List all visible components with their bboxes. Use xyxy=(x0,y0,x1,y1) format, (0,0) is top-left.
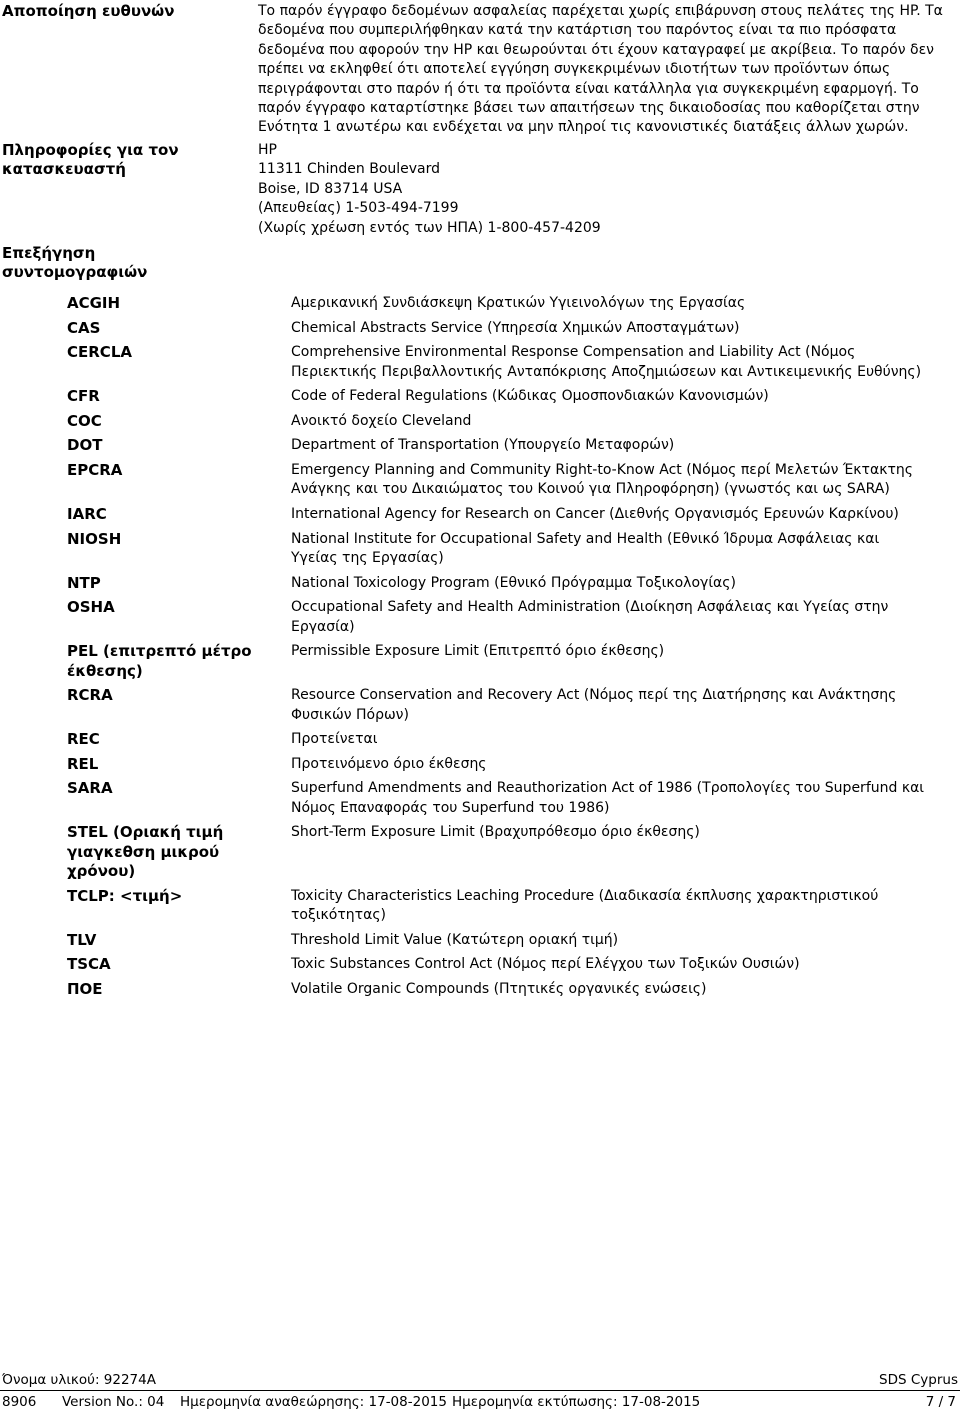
abbreviation-term xyxy=(67,461,291,480)
abbreviation-definition-line: Φυσικών Πόρων) xyxy=(291,706,409,723)
abbreviation-definition-line: Superfund Amendments and Reauthorization Act of 1986 (Τροπολογίες του Superfund και xyxy=(291,780,925,797)
abbreviation-term-line: ACGIH xyxy=(67,294,121,312)
abbreviation-term xyxy=(67,686,291,705)
abbreviation-row xyxy=(0,294,960,313)
abbreviation-term xyxy=(67,574,291,593)
abbreviation-term-line: CAS xyxy=(67,318,101,337)
abbreviation-row xyxy=(0,461,960,500)
abbreviation-row xyxy=(0,755,960,774)
revision-date: Ημερομηνία αναθεώρησης: 17-08-2015 xyxy=(180,1394,447,1410)
abbreviation-definition-line: Περιεκτικής Περιβαλλοντικής Ανταπόκρισης Αποζημιώσεων και Αντικειμενικής Ευθύνης) xyxy=(291,363,922,380)
abbreviation-definition-line: Προτείνεται xyxy=(291,731,378,748)
abbreviation-term xyxy=(67,955,291,974)
abbreviations-list xyxy=(0,294,960,1005)
abbreviation-row xyxy=(0,887,960,926)
doc-id: 8906 xyxy=(2,1394,37,1410)
abbreviation-definition xyxy=(291,980,707,999)
abbreviation-definition-line: Volatile Organic Compounds (Πτητικές οργανικές ενώσεις) xyxy=(291,980,707,997)
abbreviation-definition-line: Toxicity Characteristics Leaching Procedure (Διαδικασία έκπλυσης χαρακτηριστικού xyxy=(291,887,879,904)
abbreviation-definition-line: Αμερικανική Συνδιάσκεψη Κρατικών Υγιεινολόγων της Εργασίας xyxy=(291,295,746,311)
abbreviation-definition xyxy=(291,436,674,455)
page-number: 7 / 7 xyxy=(925,1394,956,1410)
abbreviation-row xyxy=(0,730,960,749)
abbreviation-row xyxy=(0,598,960,637)
manufacturer-info xyxy=(258,141,948,238)
abbreviation-term-line: έκθεσης) xyxy=(67,661,143,680)
manufacturer-address-city: Boise, ID 83714 USA xyxy=(258,180,403,197)
abbreviation-definition xyxy=(291,779,924,818)
abbreviation-definition-line: Ανάγκης και του Δικαιώματος του Κοινού για Πληροφόρηση) (γνωστός και ως SARA) xyxy=(291,481,890,498)
abbreviation-term xyxy=(67,505,291,524)
manufacturer-address-street: 11311 Chinden Boulevard xyxy=(258,161,441,178)
abbreviation-definition-line: International Agency for Research on Cancer (Διεθνής Οργανισμός Ερευνών Καρκίνου) xyxy=(291,505,899,522)
disclaimer-line: Το παρόν έγγραφο δεδομένων ασφαλείας παρέχεται χωρίς επιβάρυνση στους πελάτες της HP. Τα xyxy=(258,3,943,19)
abbreviation-term xyxy=(67,730,291,749)
abbreviation-definition-line: Permissible Exposure Limit (Επιτρεπτό όριο έκθεσης) xyxy=(291,643,665,660)
abbreviation-row xyxy=(0,387,960,406)
abbreviation-term xyxy=(67,823,291,881)
abbreviation-row xyxy=(0,530,960,569)
abbreviation-term-line: IARC xyxy=(67,504,107,523)
abbreviation-definition xyxy=(291,412,471,431)
manufacturer-phone-tollfree: (Χωρίς χρέωση εντός των ΗΠΑ) 1-800-457-4209 xyxy=(258,219,601,236)
sds-region: SDS Cyprus xyxy=(879,1372,958,1388)
abbreviation-row xyxy=(0,642,960,681)
abbreviation-definition xyxy=(291,387,769,406)
abbreviation-row xyxy=(0,436,960,455)
abbreviations-label: Επεξήγηση συντομογραφιών xyxy=(2,244,148,281)
abbreviation-definition xyxy=(291,887,878,926)
abbreviation-row xyxy=(0,343,960,382)
manufacturer-label xyxy=(2,141,242,179)
abbreviation-definition xyxy=(291,319,739,338)
abbreviation-term-line: PEL (επιτρεπτό μέτρο xyxy=(67,642,252,661)
manufacturer-label-line: Πληροφορίες για τον xyxy=(2,141,179,159)
abbreviation-definition xyxy=(291,294,745,313)
abbreviation-term xyxy=(67,642,291,681)
disclaimer-text xyxy=(258,2,948,138)
abbreviation-definition-line: Emergency Planning and Community Right-to-Know Act (Νόμος περί Μελετών Έκτακτης xyxy=(291,461,913,478)
footer-divider xyxy=(0,1390,960,1391)
abbreviation-term-line: NTP xyxy=(67,573,101,592)
abbreviation-row xyxy=(0,980,960,999)
abbreviation-term-line: STEL (Οριακή τιμή xyxy=(67,823,224,842)
abbreviation-term-line: RCRA xyxy=(67,686,113,705)
abbreviation-term xyxy=(67,530,291,549)
abbreviation-row xyxy=(0,574,960,593)
abbreviation-definition xyxy=(291,530,879,569)
abbreviation-term xyxy=(67,294,291,313)
abbreviation-term xyxy=(67,931,291,950)
abbreviation-definition xyxy=(291,574,736,593)
abbreviation-definition-line: Occupational Safety and Health Administration (Διοίκηση Ασφάλειας και Υγείας στην xyxy=(291,599,889,616)
disclaimer-line: περιγράφονται στο παρόν ή ότι τα προϊόντα είναι κατάλληλα για συγκεκριμένη εφαρμογή. Το xyxy=(258,80,919,97)
disclaimer-line: παρόν έγγραφο καταρτίστηκε βάσει των απαιτήσεων της δικαιοδοσίας που καθορίζεται στην xyxy=(258,100,920,117)
disclaimer-line: δεδομένα που συμπεριλήφθηκαν κατά την κατάρτιση του παρόντος είναι τα πιο πρόσφατα xyxy=(258,22,897,39)
manufacturer-phone-direct: (Απευθείας) 1-503-494-7199 xyxy=(258,200,459,217)
abbreviation-row xyxy=(0,412,960,431)
abbreviation-term-line: NIOSH xyxy=(67,529,122,548)
abbreviation-term-line: ΠΟΕ xyxy=(67,979,103,998)
disclaimer-label: Αποποίηση ευθυνών xyxy=(2,2,175,20)
abbreviation-term-line: REC xyxy=(67,730,100,749)
material-name: Όνομα υλικού: 92274A xyxy=(2,1372,156,1388)
abbreviation-definition-line: τοξικότητας) xyxy=(291,907,386,924)
abbreviation-definition-line: Chemical Abstracts Service (Υπηρεσία Χημικών Αποσταγμάτων) xyxy=(291,319,740,336)
abbreviation-row xyxy=(0,319,960,338)
disclaimer-line: πρέπει να εκληφθεί ότι αποτελεί εγγύηση συγκεκριμένων ιδιοτήτων των προϊόντων όπως xyxy=(258,61,891,78)
abbreviation-term xyxy=(67,887,291,906)
abbreviation-definition xyxy=(291,955,800,974)
manufacturer-label-line: κατασκευαστή xyxy=(2,160,126,178)
abbreviation-term-line: TSCA xyxy=(67,955,111,974)
abbreviation-term xyxy=(67,387,291,406)
abbreviation-term-line: CERCLA xyxy=(67,343,132,362)
abbreviation-term-line: TLV xyxy=(67,930,97,949)
abbreviation-term-line: TCLP: <τιμή> xyxy=(67,886,183,905)
abbreviation-term-line: γιαγκεθση μικρού xyxy=(67,842,220,861)
abbreviation-term-line: DOT xyxy=(67,436,103,455)
abbreviation-term-line: χρόνου) xyxy=(67,862,136,881)
disclaimer-line: δεδομένα που αφορούν την HP και θεωρούνται ότι έχουν καταγραφεί με ακρίβεια. Το παρόν δεν xyxy=(258,41,934,58)
abbreviation-definition-line: Threshold Limit Value (Κατώτερη οριακή τιμή) xyxy=(291,931,619,948)
abbreviation-definition-line: Ανοικτό δοχείο Cleveland xyxy=(291,412,472,429)
abbreviation-definition xyxy=(291,755,487,774)
abbreviation-definition-line: Code of Federal Regulations (Κώδικας Ομοσπονδιακών Κανονισμών) xyxy=(291,388,769,405)
abbreviation-term xyxy=(67,755,291,774)
abbreviation-definition-line: Toxic Substances Control Act (Νόμος περί Ελέγχου των Τοξικών Ουσιών) xyxy=(291,956,800,973)
abbreviation-term xyxy=(67,319,291,338)
abbreviation-definition-line: National Toxicology Program (Εθνικό Πρόγραμμα Τοξικολογίας) xyxy=(291,574,736,591)
abbreviation-definition-line: Short-Term Exposure Limit (Βραχυπρόθεσμο όριο έκθεσης) xyxy=(291,824,700,841)
abbreviation-term-line: OSHA xyxy=(67,598,115,617)
abbreviation-definition-line: National Institute for Occupational Safety and Health (Εθνικό Ίδρυμα Ασφάλειας και xyxy=(291,530,880,547)
abbreviation-term-line: SARA xyxy=(67,779,113,798)
abbreviation-term-line: EPCRA xyxy=(67,460,123,479)
abbreviation-definition-line: Προτεινόμενο όριο έκθεσης xyxy=(291,755,487,772)
abbreviation-definition xyxy=(291,730,378,749)
abbreviation-row xyxy=(0,955,960,974)
abbreviation-term-line: CFR xyxy=(67,387,100,406)
abbreviation-term-line: REL xyxy=(67,754,99,773)
abbreviation-definition-line: Department of Transportation (Υπουργείο Μεταφορών) xyxy=(291,437,675,454)
disclaimer-line: Ενότητα 1 ανωτέρω και ενδέχεται να μην πληροί τις κανονιστικές διατάξεις άλλων χωρών. xyxy=(258,119,909,136)
abbreviation-term xyxy=(67,412,291,431)
abbreviation-definition xyxy=(291,642,664,661)
abbreviation-term xyxy=(67,343,291,362)
abbreviation-definition xyxy=(291,598,888,637)
abbreviation-definition-line: Resource Conservation and Recovery Act (Νόμος περί της Διατήρησης και Ανάκτησης xyxy=(291,687,897,704)
abbreviation-term xyxy=(67,598,291,617)
abbreviation-row xyxy=(0,686,960,725)
abbreviation-term xyxy=(67,779,291,798)
abbreviation-row xyxy=(0,779,960,818)
abbreviation-term xyxy=(67,436,291,455)
abbreviation-definition-line: Comprehensive Environmental Response Compensation and Liability Act (Νόμος xyxy=(291,344,856,361)
abbreviation-row xyxy=(0,505,960,524)
print-date: Ημερομηνία εκτύπωσης: 17-08-2015 xyxy=(452,1394,701,1410)
abbreviation-definition xyxy=(291,823,700,842)
abbreviation-definition xyxy=(291,461,913,500)
version-number: Version No.: 04 xyxy=(62,1394,165,1410)
abbreviation-definition-line: Εργασία) xyxy=(291,618,355,635)
abbreviation-definition xyxy=(291,505,899,524)
abbreviation-definition-line: Υγείας της Εργασίας) xyxy=(291,549,444,566)
manufacturer-name: HP xyxy=(258,142,277,158)
abbreviation-definition xyxy=(291,343,921,382)
abbreviation-term xyxy=(67,980,291,999)
abbreviation-definition xyxy=(291,931,618,950)
abbreviation-definition-line: Νόμος Επαναφοράς του Superfund του 1986) xyxy=(291,799,610,816)
abbreviation-term-line: COC xyxy=(67,411,102,430)
abbreviation-definition xyxy=(291,686,896,725)
abbreviation-row xyxy=(0,823,960,881)
abbreviation-row xyxy=(0,931,960,950)
